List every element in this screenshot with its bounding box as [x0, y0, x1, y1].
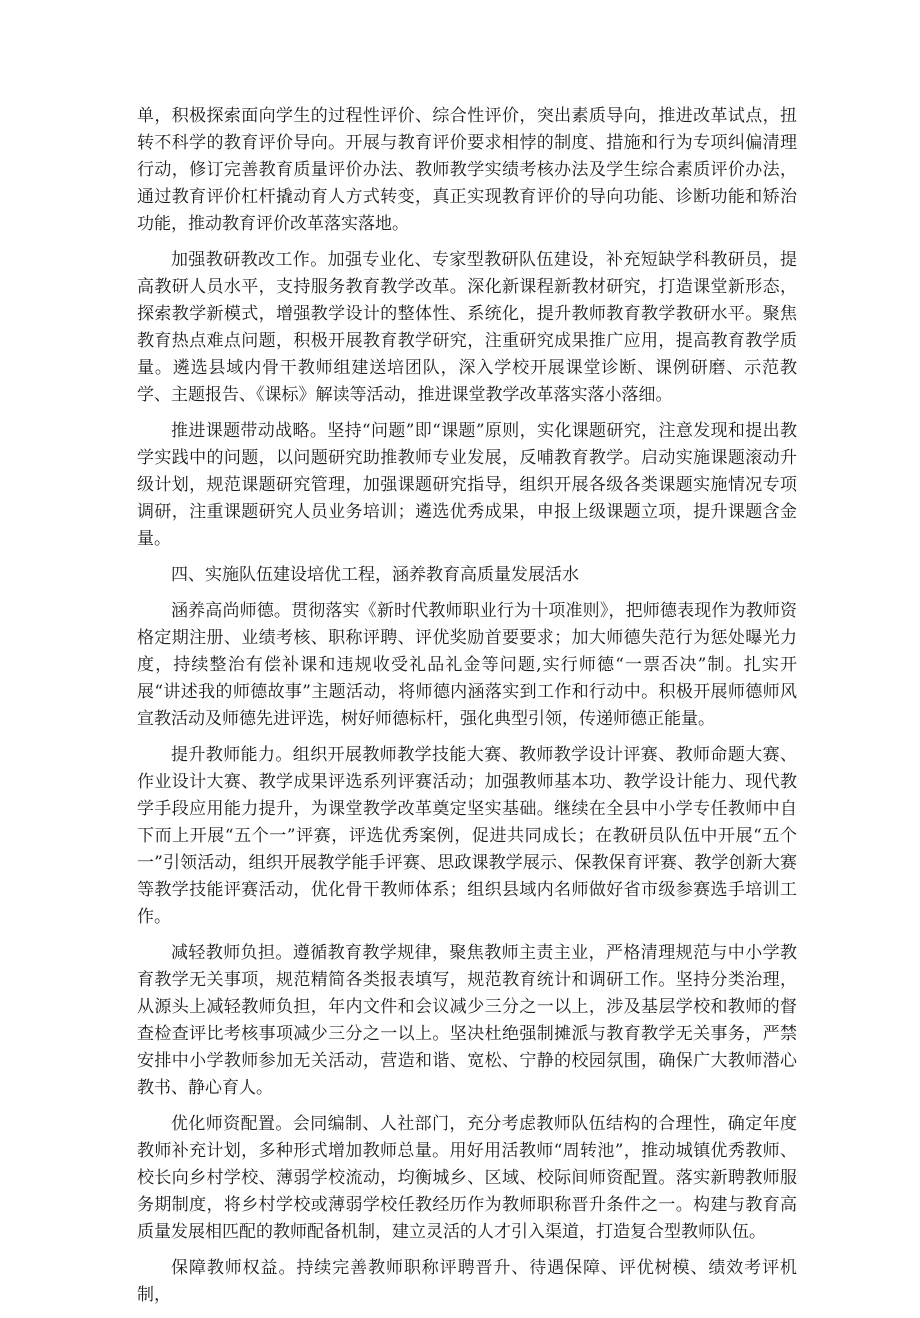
- paragraph-teacher-ability: 提升教师能力。组织开展教师教学技能大赛、教师教学设计评赛、教师命题大赛、作业设计大赛、教学成果评选系列评赛活动；加强教师基本功、教学设计能力、现代教学手段应用能力提升，为课堂教学改革奠定坚实基础。继续在全县中小学专任教师中自下而上开展“五个一”评赛，评选优秀案例，促进共同成长；在教研员队伍中开展“五个一”引领活动，组织开展教学能手评赛、思政课教学展示、保教保育评赛、教学创新大赛等教学技能评赛活动，优化骨干教师体系；组织县域内名师做好省市级参赛选手培训工作。: [137, 745, 797, 927]
- paragraph-teaching-research: 加强教研教改工作。加强专业化、专家型教研队伍建设，补充短缺学科教研员，提高教研人员水平，支持服务教育教学改革。深化新课程新教材研究，打造课堂新形态，探索教学新模式，增强教学设计的整体性、系统化，提升教师教育教学教研水平。聚焦教育热点难点问题，积极开展教育教学研究，注重研究成果推广应用，提高教育教学质量。遴选县域内骨干教师组建送培团队，深入学校开展课堂诊断、课例研磨、示范教学、主题报告、《课标》解读等活动，推进课堂教学改革落实落小落细。: [137, 250, 797, 405]
- paragraph-teacher-allocation: 优化师资配置。会同编制、人社部门，充分考虑教师队伍结构的合理性，确定年度教师补充计划，多种形式增加教师总量。用好用活教师“周转池”，推动城镇优秀教师、校长向乡村学校、薄弱学校流动，均衡城乡、区域、校际间师资配置。落实新聘教师服务期制度，将乡村学校或薄弱学校任教经历作为教师职称晋升条件之一。构建与教育高质量发展相匹配的教师配备机制，建立灵活的人才引入渠道，打造复合型教师队伍。: [137, 1114, 797, 1242]
- paragraph-teacher-ethics: 涵养高尚师德。贯彻落实《新时代教师职业行为十项准则》，把师德表现作为教师资格定期注册、业绩考核、职称评聘、评优奖励首要要求；加大师德失范行为惩处曝光力度，持续整治有偿补课和违规收受礼品礼金等问题,实行师德“一票否决”制。扎实开展“讲述我的师德故事”主题活动，将师德内涵落实到工作和行动中。积极开展师德师风宣教活动及师德先进评选，树好师德标杆，强化典型引领，传递师德正能量。: [137, 601, 797, 729]
- document-page: [137, 103, 797, 1318]
- paragraph-teacher-burden: 减轻教师负担。遵循教育教学规律，聚焦教师主责主业，严格清理规范与中小学教育教学无关事项，规范精简各类报表填写，规范教育统计和调研工作。坚持分类治理，从源头上减轻教师负担，年内文件和会议减少三分之一以上，涉及基层学校和教师的督查检查评比考核事项减少三分之一以上。坚决杜绝强制摊派与教育教学无关事务，严禁安排中小学教师参加无关活动，营造和谐、宽松、宁静的校园氛围，确保广大教师潜心教书、静心育人。: [137, 943, 797, 1098]
- paragraph-continuation: 单，积极探索面向学生的过程性评价、综合性评价，突出素质导向，推进改革试点，扭转不科学的教育评价导向。开展与教育评价要求相悖的制度、措施和行为专项纠偏清理行动，修订完善教育质量评价办法、教师教学实绩考核办法及学生综合素质评价办法，通过教育评价杠杆撬动育人方式转变，真正实现教育评价的导向功能、诊断功能和矫治功能，推动教育评价改革落实落地。: [137, 106, 797, 234]
- section-heading: 四、实施队伍建设培优工程，涵养教育高质量发展活水: [171, 565, 579, 585]
- paragraph-research-projects: 推进课题带动战略。坚持“问题”即“课题”原则，实化课题研究，注意发现和提出教学实践中的问题，以问题研究助推教师专业发展，反哺教育教学。启动实施课题滚动升级计划，规范课题研究管理，加强课题研究指导，组织开展各级各类课题实施情况专项调研，注重课题研究人员业务培训；遴选优秀成果，申报上级课题立项，提升课题含金量。: [137, 421, 797, 549]
- paragraph-teacher-rights: 保障教师权益。持续完善教师职称评聘晋升、待遇保障、评优树模、绩效考评机制，: [137, 1258, 797, 1305]
